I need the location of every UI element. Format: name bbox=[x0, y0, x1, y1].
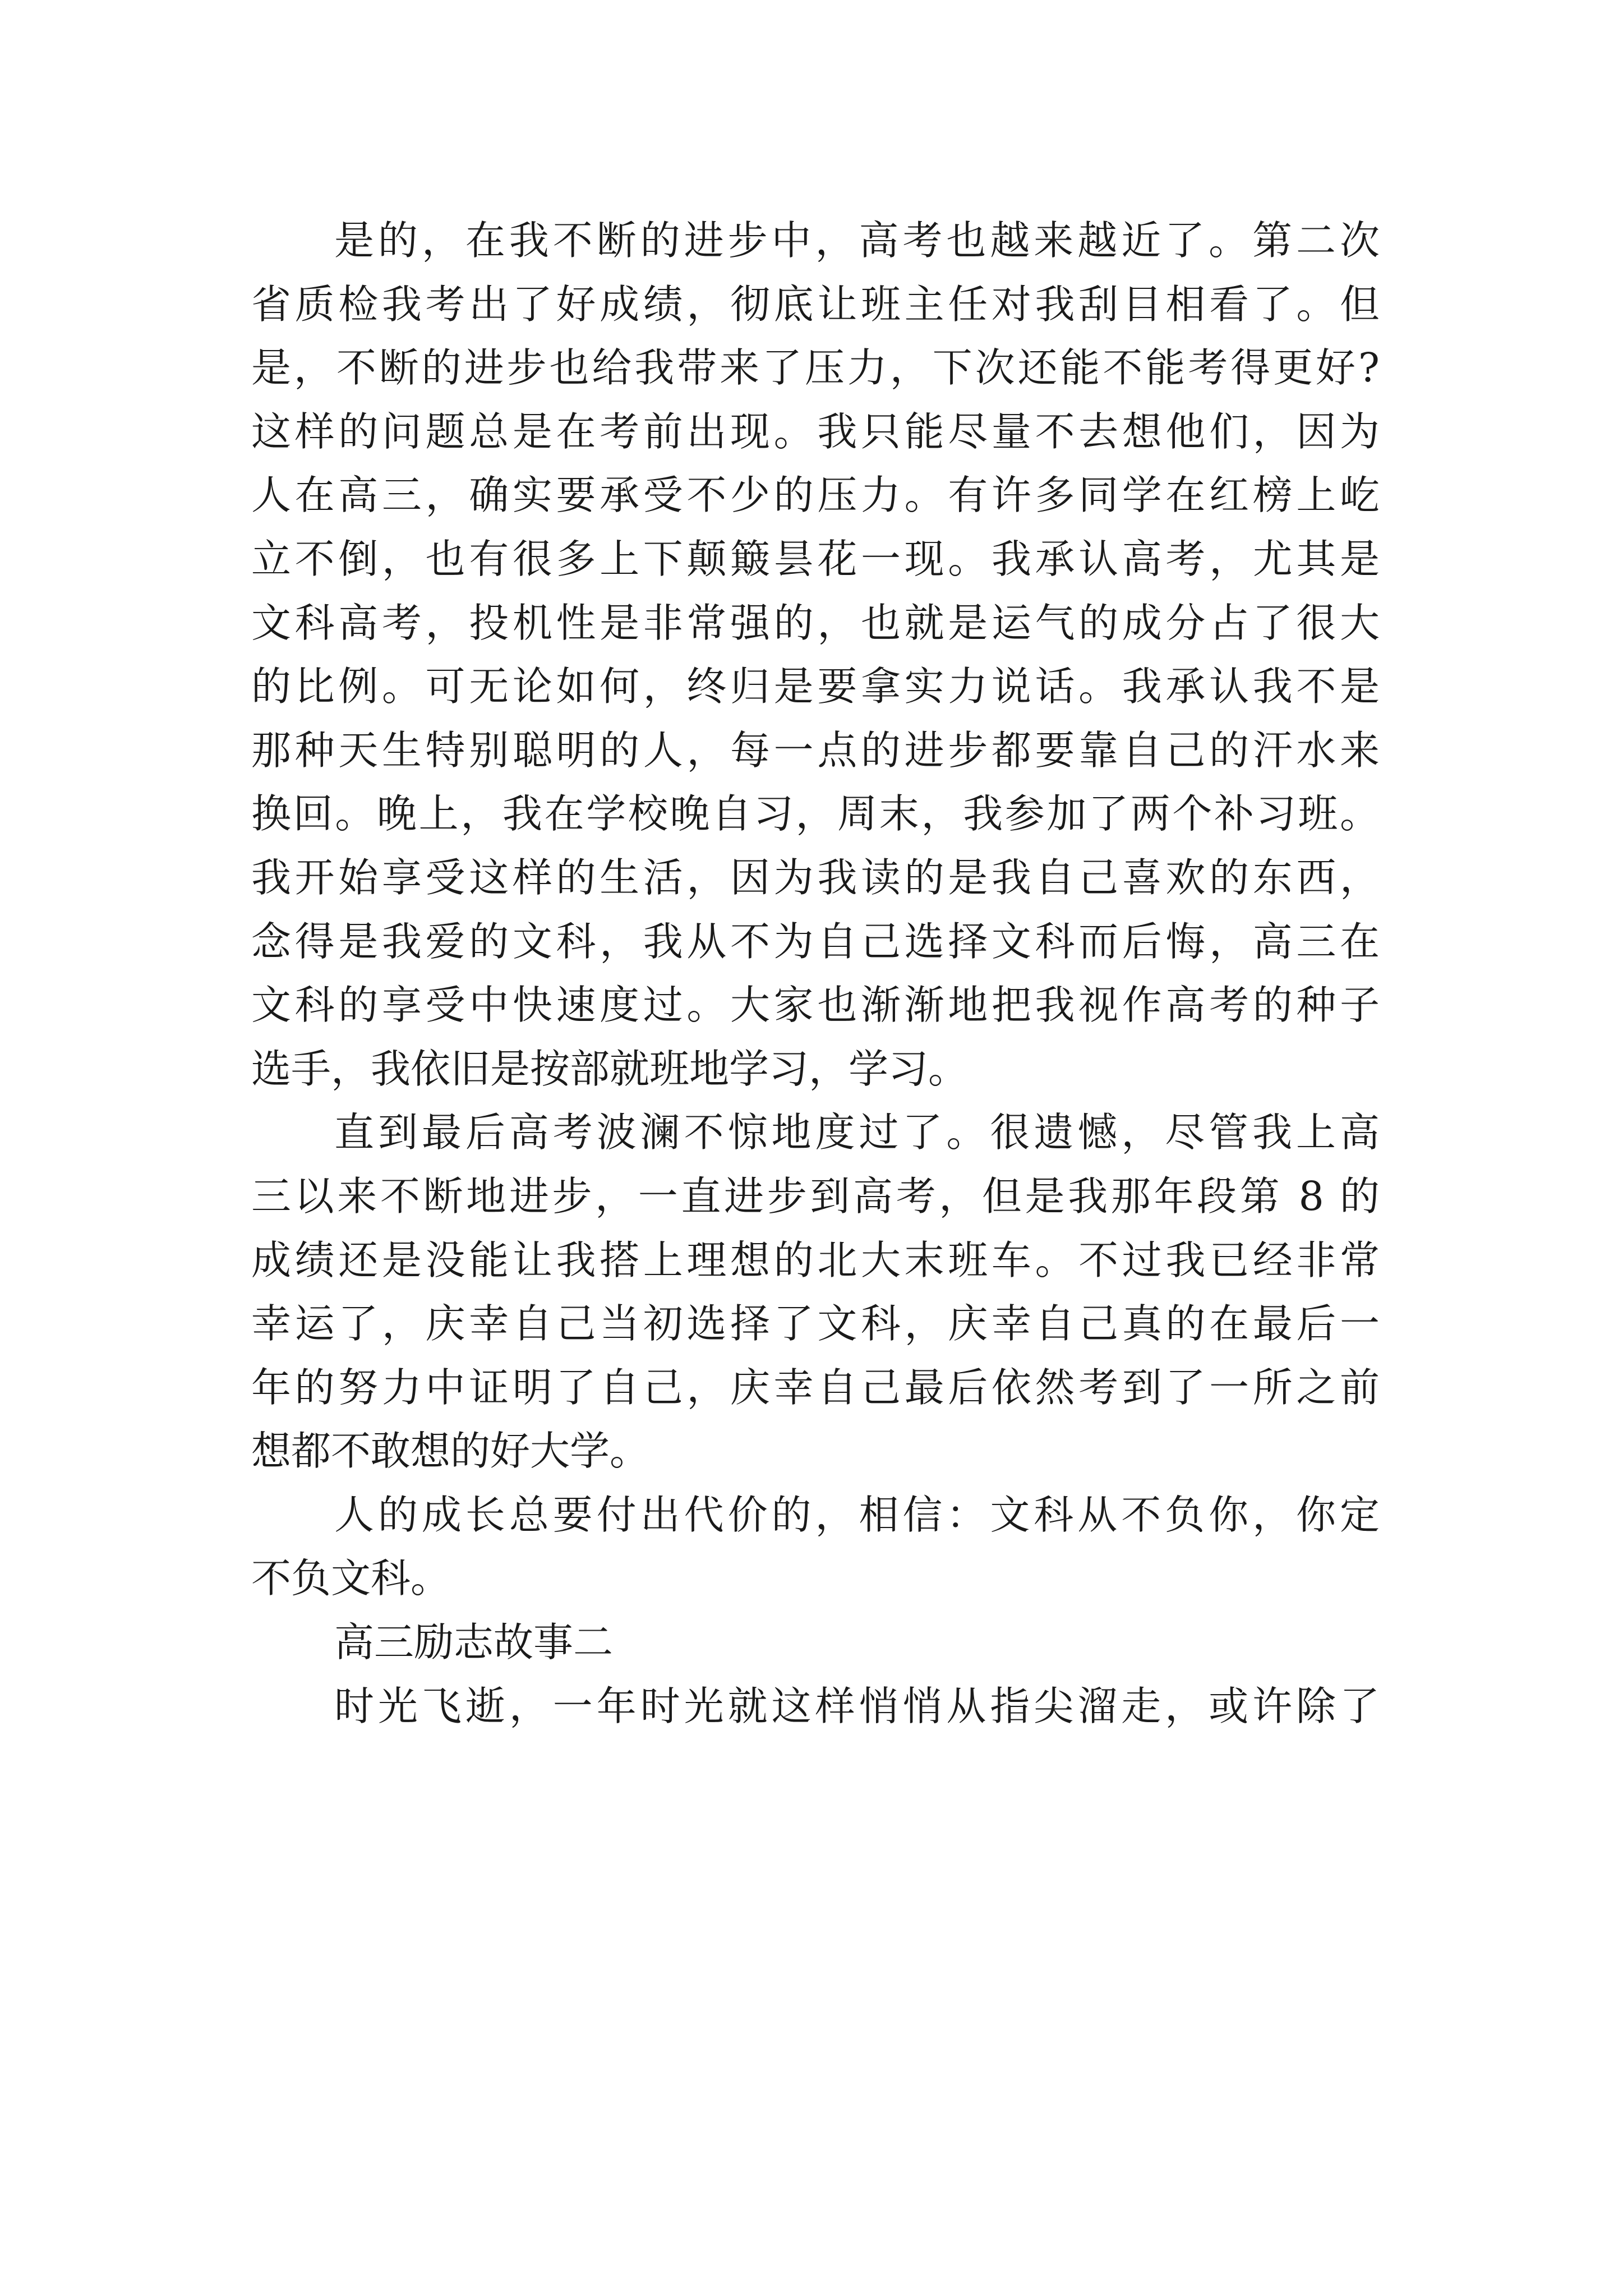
text-line: 这样的问题总是在考前出现。我只能尽量不去想他们，因为 bbox=[251, 408, 1380, 455]
section-heading bbox=[251, 1611, 1380, 1674]
text-line: 幸运了，庆幸自己当初选择了文科，庆幸自己真的在最后一 bbox=[251, 1300, 1380, 1347]
text-line: 文科高考，投机性是非常强的，也就是运气的成分占了很大 bbox=[251, 599, 1380, 646]
text-line: 三以来不断地进步，一直进步到高考，但是我那年段第 8 的 bbox=[251, 1172, 1380, 1220]
paragraph bbox=[251, 1101, 1380, 1483]
paragraph bbox=[251, 1483, 1380, 1611]
text-line: 想都不敢想的好大学。 bbox=[251, 1428, 650, 1475]
paragraph bbox=[251, 209, 1380, 1101]
text-line: 是的，在我不断的进步中，高考也越来越近了。第二次 bbox=[334, 217, 1380, 264]
text-line: 时光飞逝，一年时光就这样悄悄从指尖溜走，或许除了 bbox=[334, 1682, 1380, 1729]
heading-text: 高三励志故事二 bbox=[334, 1619, 614, 1666]
text-line: 选手，我依旧是按部就班地学习，学习。 bbox=[251, 1045, 969, 1092]
text-line: 立不倒，也有很多上下颠簸昙花一现。我承认高考，尤其是 bbox=[251, 535, 1380, 582]
text-line: 我开始享受这样的生活，因为我读的是我自己喜欢的东西， bbox=[251, 854, 1380, 901]
text-line: 的比例。可无论如何，终归是要拿实力说话。我承认我不是 bbox=[251, 663, 1380, 710]
text-line: 人的成长总要付出代价的，相信：文科从不负你，你定 bbox=[334, 1491, 1380, 1538]
text-line: 年的努力中证明了自己，庆幸自己最后依然考到了一所之前 bbox=[251, 1364, 1380, 1411]
text-line: 不负文科。 bbox=[251, 1555, 451, 1602]
text-line: 省质检我考出了好成绩，彻底让班主任对我刮目相看了。但 bbox=[251, 280, 1380, 328]
text-line: 换回。晚上，我在学校晚自习，周末，我参加了两个补习班。 bbox=[251, 790, 1380, 838]
text-line: 是，不断的进步也给我带来了压力，下次还能不能考得更好? bbox=[251, 344, 1380, 392]
text-line: 直到最后高考波澜不惊地度过了。很遗憾，尽管我上高 bbox=[334, 1109, 1380, 1156]
text-line: 那种天生特别聪明的人，每一点的进步都要靠自己的汗水来 bbox=[251, 726, 1380, 774]
text-line: 念得是我爱的文科，我从不为自己选择文科而后悔，高三在 bbox=[251, 918, 1380, 965]
paragraph bbox=[251, 1674, 1380, 1738]
text-line: 成绩还是没能让我搭上理想的北大末班车。不过我已经非常 bbox=[251, 1236, 1380, 1283]
text-line: 人在高三，确实要承受不少的压力。有许多同学在红榜上屹 bbox=[251, 472, 1380, 519]
document-body bbox=[251, 209, 1380, 1738]
text-line: 文科的享受中快速度过。大家也渐渐地把我视作高考的种子 bbox=[251, 982, 1380, 1029]
